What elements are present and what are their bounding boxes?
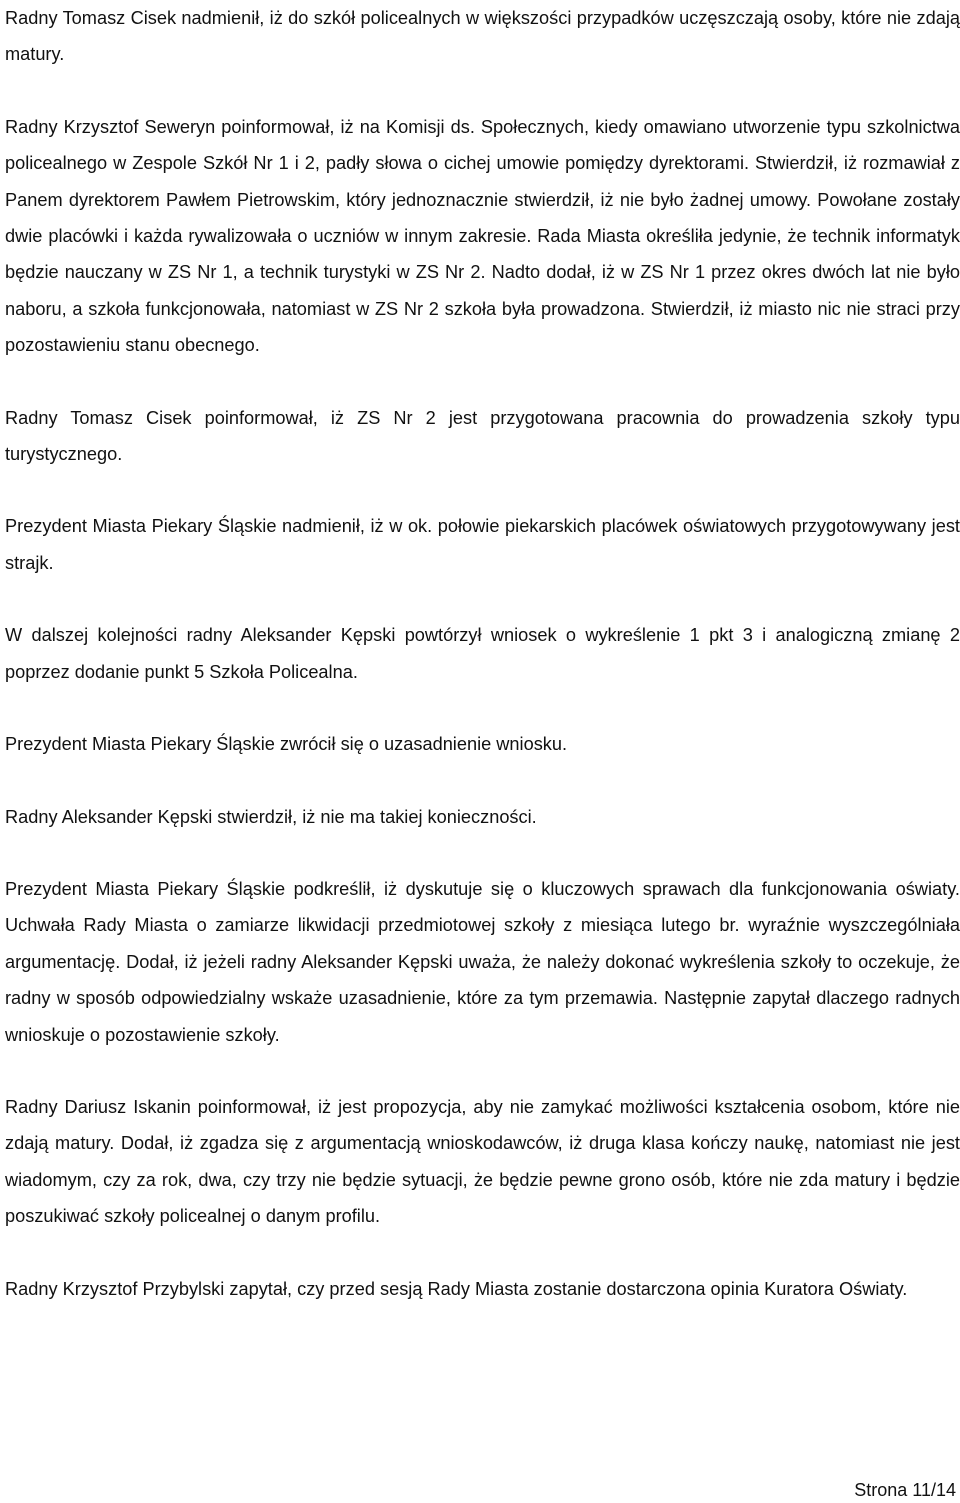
paragraph-3: Radny Tomasz Cisek poinformował, iż ZS Nr 2 jest przygotowana pracownia do prowadzenia szkoły typu turystycznego. [5,407,960,465]
paragraph-2: Radny Krzysztof Seweryn poinformował, iż na Komisji ds. Społecznych, kiedy omawiano utworzenie typu szkolnictwa policealnego w Zespole Szkół Nr 1 i 2, padły słowa o cichej umowie pomiędzy dyrektorami. Stwierdził, iż rozmawiał z Panem dyrektorem Pawłem Pietrowskim, który jednoznacznie stwierdził, iż nie było żadnej umowy. Powołane zostały dwie placówki i każda rywalizowała o uczniów w innym zakresie. Rada Miasta określiła jedynie, że technik informatyk będzie nauczany w ZS Nr 1, a technik turystyki w ZS Nr 2. Nadto dodał, iż w ZS Nr 1 przez okres dwóch lat nie było naboru, a szkoła funkcjonowała, natomiast w ZS Nr 2 szkoła była prowadzona. Stwierdził, iż miasto nic nie straci przy pozostawieniu stanu obecnego. [5,116,960,356]
paragraph-4: Prezydent Miasta Piekary Śląskie nadmienił, iż w ok. połowie piekarskich placówek oświatowych przygotowywany jest strajk. [5,516,960,573]
paragraph-6: Prezydent Miasta Piekary Śląskie zwrócił się o uzasadnienie wniosku. [5,734,568,755]
paragraph-1: Radny Tomasz Cisek nadmienił, iż do szkół policealnych w większości przypadków uczęszczają osoby, które nie zdają matury. [5,8,960,65]
paragraph-9: Radny Dariusz Iskanin poinformował, iż jest propozycja, aby nie zamykać możliwości kształcenia osobom, które nie zdają matury. Dodał, iż zgadza się z argumentacją wnioskodawców, iż druga klasa kończy naukę, natomiast nie jest wiadomym, czy za rok, dwa, czy trzy nie będzie sytuacji, że będzie pewne grono osób, które nie zda matury i będzie poszukiwać szkoły policealnej o danym profilu. [5,1096,960,1227]
document-body [5,0,960,1307]
page-number: Strona 11/14 [854,1480,956,1500]
paragraph-10: Radny Krzysztof Przybylski zapytał, czy przed sesją Rady Miasta zostanie dostarczona opinia Kuratora Oświaty. [5,1278,908,1299]
paragraph-7: Radny Aleksander Kępski stwierdził, iż nie ma takiej konieczności. [5,806,537,827]
paragraph-8: Prezydent Miasta Piekary Śląskie podkreślił, iż dyskutuje się o kluczowych sprawach dla funkcjonowania oświaty. Uchwała Rady Miasta o zamiarze likwidacji przedmiotowej szkoły z miesiąca lutego br. wyraźnie wyszczególniała argumentację. Dodał, iż jeżeli radny Aleksander Kępski uważa, że należy dokonać wykreślenia szkoły to oczekuje, że radny w sposób odpowiedzialny wskaże uzasadnienie, które za tym przemawia. Następnie zapytał dlaczego radnych wnioskuje o pozostawienie szkoły. [5,878,960,1045]
paragraph-5: W dalszej kolejności radny Aleksander Kępski powtórzył wniosek o wykreślenie 1 pkt 3 i analogiczną zmianę 2 poprzez dodanie punkt 5 Szkoła Policealna. [5,625,960,682]
